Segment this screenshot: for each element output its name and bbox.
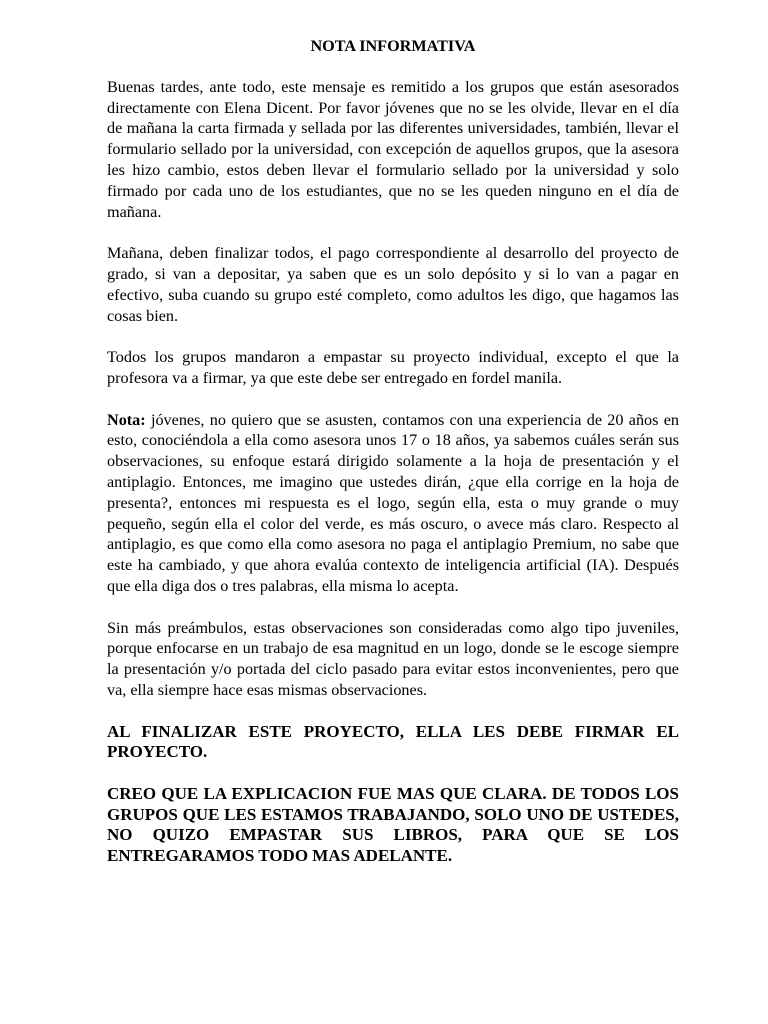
paragraph-payment: Mañana, deben finalizar todos, el pago correspondiente al desarrollo del proyecto de grado, si van a depositar, ya saben que es un solo depósito y si lo van a pagar en efectivo, suba cuando su grupo esté completo, como adultos les digo, que hagamos las cosas bien. (107, 244, 679, 325)
document-page (107, 36, 679, 888)
bold-statement-explanation: CREO QUE LA EXPLICACION FUE MAS QUE CLARA. DE TODOS LOS GRUPOS QUE LES ESTAMOS TRABAJANDO, SOLO UNO DE USTEDES, NO QUIZO EMPASTAR SUS LIBROS, PARA QUE SE LOS ENTREGARAMOS TODO MAS ADELANTE. (107, 783, 679, 866)
bold-statement-signature: AL FINALIZAR ESTE PROYECTO, ELLA LES DEBE FIRMAR EL PROYECTO. (107, 721, 679, 762)
nota-label: Nota: (107, 410, 146, 429)
paragraph-closing: Sin más preámbulos, estas observaciones son consideradas como algo tipo juveniles, porque enfocarse en un trabajo de esa magnitud en un logo, donde se le escoge siempre la presentación y/o portada del ciclo pasado para evitar estos inconvenientes, pero que va, ella siempre hace esas mismas observaciones. (107, 618, 679, 699)
paragraph-intro: Buenas tardes, ante todo, este mensaje es remitido a los grupos que están asesorados directamente con Elena Dicent. Por favor jóvenes que no se les olvide, llevar en el día de mañana la carta firmada y sellada por las diferentes universidades, también, llevar el formulario sellado por la universidad, con excepción de aquellos grupos, que la asesora les hizo cambio, estos deben llevar el formulario sellado por la universidad y solo firmado por cada uno de los estudiantes, que no se les queden ninguno en el día de mañana. (107, 77, 679, 221)
paragraph-binding: Todos los grupos mandaron a empastar su proyecto individual, excepto el que la profesora va a firmar, ya que este debe ser entregado en fordel manila. (107, 348, 679, 387)
nota-text: jóvenes, no quiero que se asusten, contamos con una experiencia de 20 años en esto, conociéndola a ella como asesora unos 17 o 18 años, ya sabemos cuáles serán sus observaciones, su enfoque estará dirigido solamente a la hoja de presentación y el antiplagio. Entonces, me imagino que ustedes dirán, ¿que ella corrige en la hoja de presenta?, entonces mi respuesta es el logo, según ella, esta o muy grande o muy pequeño, según ella el color del verde, es más oscuro, o avece más claro. Respecto al antiplagio, es que como ella como asesora no paga el antiplagio Premium, no sabe que este ha cambiado, y que ahora evalúa contexto de inteligencia artificial (IA). Después que ella diga dos o tres palabras, ella misma lo acepta. (107, 410, 679, 595)
document-title: NOTA INFORMATIVA (310, 37, 476, 55)
paragraph-nota (107, 410, 679, 597)
